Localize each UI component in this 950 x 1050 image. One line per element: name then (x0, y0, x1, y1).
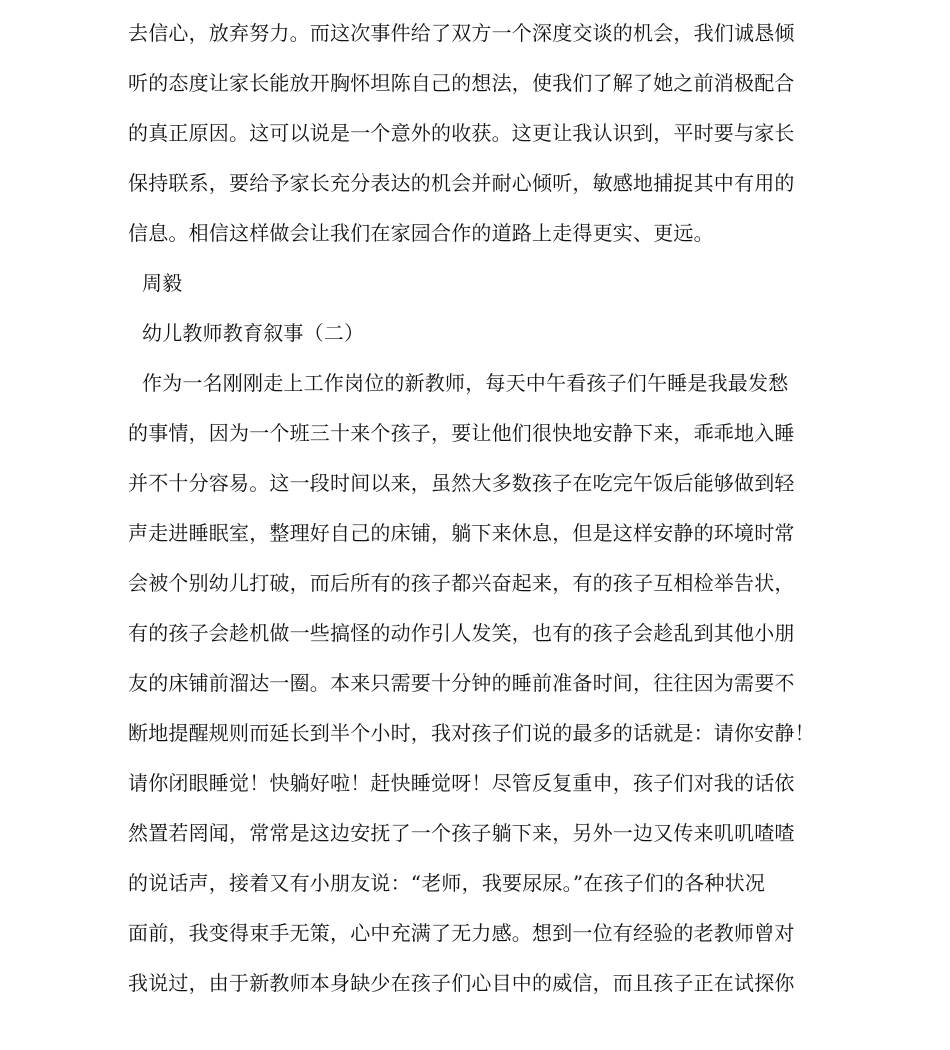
text-line: 的真正原因。这可以说是一个意外的收获。这更让我认识到，平时要与家长 (128, 121, 795, 145)
text-line: 声走进睡眠室，整理好自己的床铺，躺下来休息，但是这样安静的环境时常 (128, 521, 795, 545)
text-line: 面前，我变得束手无策，心中充满了无力感。想到一位有经验的老教师曾对 (128, 921, 795, 945)
text-line: 的说话声，接着又有小朋友说：“老师，我要尿尿。”在孩子们的各种状况 (128, 871, 766, 895)
text-line: 请你闭眼睡觉！快躺好啦！赶快睡觉呀！尽管反复重申，孩子们对我的话依 (128, 771, 795, 795)
text-line: 作为一名刚刚走上工作岗位的新教师，每天中午看孩子们午睡是我最发愁 (142, 371, 789, 395)
text-line: 听的态度让家长能放开胸怀坦陈自己的想法，使我们了解了她之前消极配合 (128, 71, 795, 95)
text-line: 的事情，因为一个班三十来个孩子，要让他们很快地安静下来，乖乖地入睡 (128, 421, 795, 445)
text-line: 幼儿教师教育叙事（二） (142, 321, 365, 345)
text-line: 去信心，放弃努力。而这次事件给了双方一个深度交谈的机会，我们诚恳倾 (128, 21, 795, 45)
text-line: 信息。相信这样做会让我们在家园合作的道路上走得更实、更远。 (128, 221, 714, 245)
text-line: 保持联系，要给予家长充分表达的机会并耐心倾听，敏感地捕捉其中有用的 (128, 171, 795, 195)
text-line: 我说过，由于新教师本身缺少在孩子们心目中的威信，而且孩子正在试探你 (128, 971, 795, 995)
text-line: 并不十分容易。这一段时间以来，虽然大多数孩子在吃完午饭后能够做到轻 (128, 471, 795, 495)
text-line: 周毅 (142, 271, 183, 295)
text-line: 有的孩子会趁机做一些搞怪的动作引人发笑，也有的孩子会趁乱到其他小朋 (128, 621, 795, 645)
text-line: 友的床铺前溜达一圈。本来只需要十分钟的睡前准备时间，往往因为需要不 (128, 671, 795, 695)
text-line: 然置若罔闻，常常是这边安抚了一个孩子躺下来，另外一边又传来叽叽喳喳 (128, 821, 795, 845)
document-body (128, 8, 828, 1008)
text-line: 断地提醒规则而延长到半个小时，我对孩子们说的最多的话就是：请你安静！ (128, 721, 815, 745)
text-line: 会被个别幼儿打破，而后所有的孩子都兴奋起来，有的孩子互相检举告状， (128, 571, 795, 595)
